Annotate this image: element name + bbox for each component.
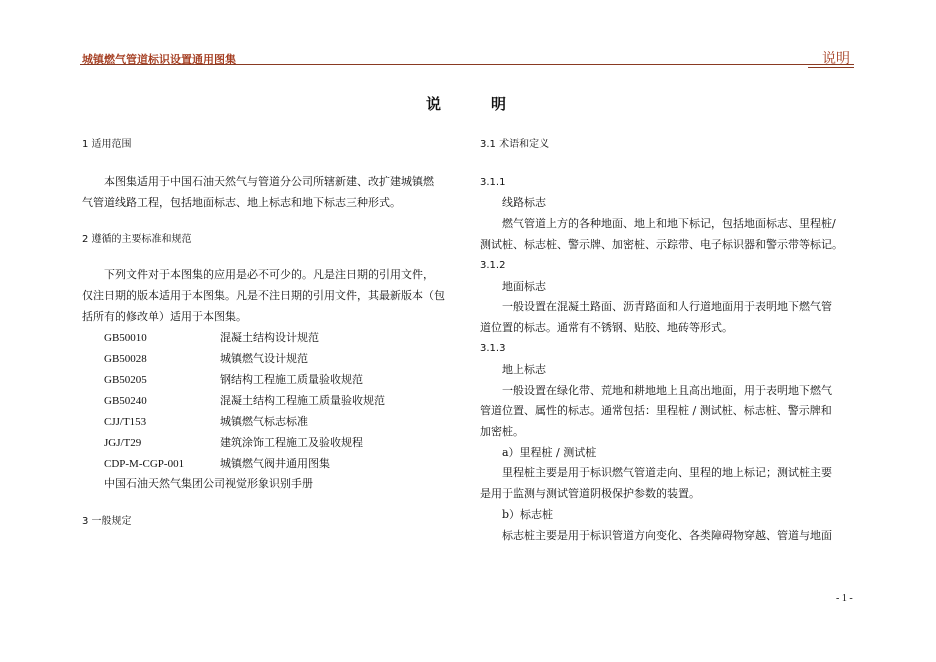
term-heading: 地面标志: [502, 280, 546, 293]
page-title: 说明: [426, 95, 557, 113]
clause-number: 3.1.1: [480, 177, 506, 188]
term-definition-line: 燃气管道上方的各种地面、地上和地下标记，包括地面标志、里程桩/: [502, 217, 836, 230]
vi-manual-reference: 中国石油天然气集团公司视觉形象识别手册: [104, 477, 313, 490]
term-definition-line: 道位置的标志。通常有不锈钢、贴胶、地砖等形式。: [480, 321, 733, 334]
standard-name: 城镇燃气设计规范: [220, 352, 308, 365]
list-item-text: 里程桩主要是用于标识燃气管道走向、里程的地上标记；测试桩主要: [502, 466, 832, 479]
list-item-text: 标志桩主要是用于标识管道方向变化、各类障碍物穿越、管道与地面: [502, 529, 832, 542]
standard-code: CDP-M-CGP-001: [104, 458, 185, 470]
standard-name: 城镇燃气标志标准: [220, 415, 308, 428]
term-definition-line: 测试桩、标志桩、警示牌、加密桩、示踪带、电子标识器和警示带等标记。: [480, 238, 843, 251]
standard-name: 混凝土结构设计规范: [220, 331, 319, 344]
header-doc-series: 城镇燃气管道标识设置通用图集: [82, 53, 236, 66]
term-definition-line: 加密桩。: [480, 425, 524, 438]
standard-code: GB50028: [104, 353, 147, 365]
section-2-line: 下列文件对于本图集的应用是必不可少的。凡是注日期的引用文件，: [104, 268, 434, 281]
page-number: - 1 -: [836, 593, 853, 604]
header-corner-label: 说明: [822, 51, 850, 67]
section-2-title: 2 遵循的主要标准和规范: [82, 234, 192, 245]
standard-code: JGJ/T29: [104, 437, 142, 449]
clause-number: 3.1.2: [480, 260, 506, 271]
section-2-line: 仅注日期的版本适用于本图集。凡是不注日期的引用文件，其最新版本（包: [82, 289, 445, 302]
standard-code: GB50240: [104, 395, 147, 407]
term-definition-line: 管道位置、属性的标志。通常包括：里程桩 / 测试桩、标志桩、警示牌和: [480, 404, 832, 417]
section-2-line: 括所有的修改单）适用于本图集。: [82, 310, 247, 323]
standard-code: GB50205: [104, 374, 147, 386]
section-3-title: 3 一般规定: [82, 516, 132, 527]
standard-name: 混凝土结构工程施工质量验收规范: [220, 394, 385, 407]
standard-name: 城镇燃气阀井通用图集: [220, 457, 330, 470]
header-rule: [80, 64, 854, 65]
term-definition-line: 一般设置在绿化带、荒地和耕地地上且高出地面，用于表明地下燃气: [502, 384, 832, 397]
term-heading: 地上标志: [502, 363, 546, 376]
standard-code: GB50010: [104, 332, 147, 344]
list-item-label: b）标志桩: [502, 508, 554, 521]
term-heading: 线路标志: [502, 196, 546, 209]
standard-name: 建筑涂饰工程施工及验收规程: [220, 436, 363, 449]
section-1-line: 气管道线路工程，包括地面标志、地上标志和地下标志三种形式。: [82, 196, 401, 209]
header-corner-underline: [808, 67, 854, 68]
term-definition-line: 一般设置在混凝土路面、沥青路面和人行道地面用于表明地下燃气管: [502, 300, 832, 313]
standard-name: 钢结构工程施工质量验收规范: [220, 373, 363, 386]
clause-number: 3.1.3: [480, 343, 506, 354]
section-1-title: 1 适用范围: [82, 139, 132, 150]
list-item-label: a）里程桩 / 测试桩: [502, 446, 597, 459]
standard-code: CJJ/T153: [104, 416, 147, 428]
subsection-3-1-title: 3.1 术语和定义: [480, 139, 550, 150]
list-item-text: 是用于监测与测试管道阴极保护参数的装置。: [480, 487, 700, 500]
section-1-line: 本图集适用于中国石油天然气与管道分公司所辖新建、改扩建城镇燃: [104, 175, 434, 188]
